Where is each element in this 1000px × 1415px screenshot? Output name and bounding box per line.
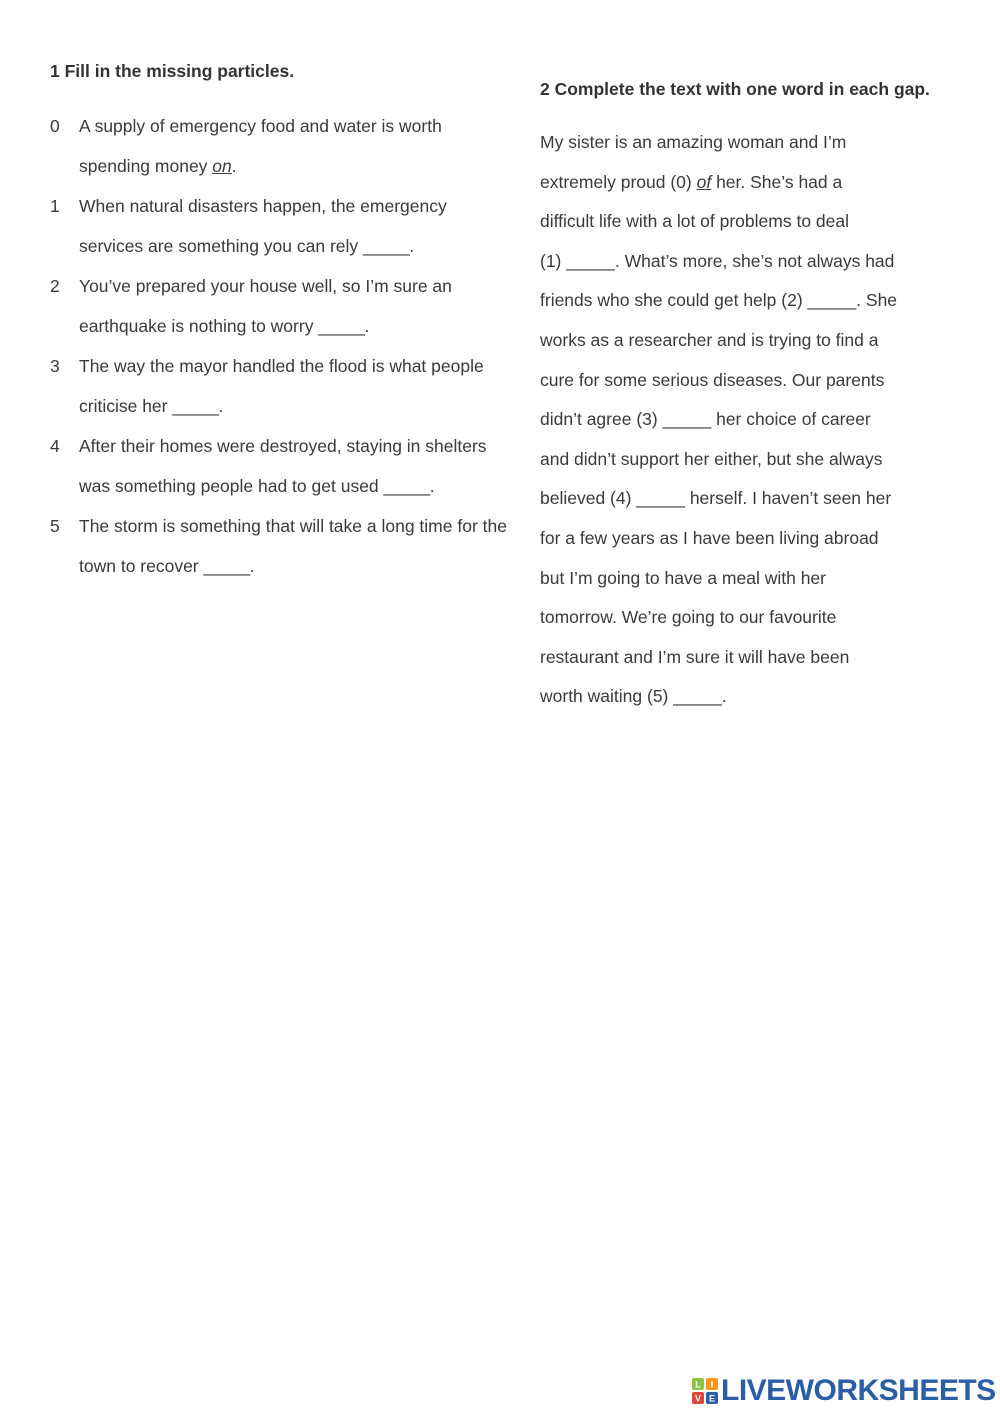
item-number: 4 [50, 436, 60, 456]
exercise-1-heading: 1 Fill in the missing particles. [50, 61, 295, 81]
exercise-2 [540, 76, 950, 717]
item-number: 2 [50, 276, 60, 296]
text-line: restaurant and I’m sure it will have been [540, 646, 850, 667]
item-number: 5 [50, 516, 60, 536]
text-line: extremely proud (0) of her. She’s had a [540, 171, 843, 192]
text-line: works as a researcher and is trying to find a [540, 329, 879, 350]
exercise-1-item-2 [50, 266, 510, 346]
answer-gap[interactable]: _____ [363, 236, 410, 256]
text-line: but I’m going to have a meal with her [540, 567, 826, 588]
text-line: worth waiting (5) _____. [540, 686, 727, 707]
svg-text:L: L [695, 1379, 701, 1390]
text-line: cure for some serious diseases. Our parents [540, 369, 885, 390]
text-line: friends who she could get help (2) _____. She [540, 290, 898, 311]
exercise-2-heading: 2 Complete the text with one word in each gap. [540, 79, 930, 99]
exercise-1-list [50, 106, 510, 586]
item-text: When natural disasters happen, the emergency services are something you can rely _____. [79, 196, 447, 256]
text-line: believed (4) _____ herself. I haven’t seen her [540, 488, 892, 509]
svg-text:V: V [694, 1393, 702, 1404]
exercise-1-item-0 [50, 106, 510, 186]
exercise-1-item-4 [50, 426, 510, 506]
answer-gap[interactable]: _____ [203, 556, 250, 576]
exercise-1-item-1 [50, 186, 510, 266]
svg-text:I: I [710, 1379, 714, 1390]
exercise-2-text [540, 123, 950, 717]
text-line: for a few years as I have been living abroad [540, 527, 879, 548]
example-answer: on [212, 156, 232, 176]
answer-gap[interactable]: _____ [383, 476, 430, 496]
exercise-1-item-3 [50, 346, 510, 426]
text-line: My sister is an amazing woman and I’m [540, 132, 847, 152]
text-line: tomorrow. We’re going to our favourite [540, 607, 837, 628]
exercise-1-item-5 [50, 506, 510, 586]
item-text: The way the mayor handled the flood is what people criticise her _____. [79, 356, 484, 416]
liveworksheets-logo-icon [692, 1378, 718, 1404]
item-number: 1 [50, 196, 60, 216]
text-line: (1) _____. What’s more, she’s not always had [540, 250, 895, 271]
liveworksheets-logo [692, 1374, 996, 1408]
item-text: The storm is something that will take a long time for the town to recover _____. [79, 516, 507, 576]
example-answer: of [696, 171, 712, 192]
logo-text: LIVEWORKSHEETS [721, 1374, 996, 1407]
item-text: A supply of emergency food and water is worth spending money on. [79, 116, 442, 176]
text-line: and didn’t support her either, but she always [540, 448, 883, 469]
item-text: After their homes were destroyed, staying in shelters was something people had to get used _____. [79, 436, 487, 496]
text-line: didn’t agree (3) _____ her choice of career [540, 409, 871, 430]
exercise-1 [50, 58, 510, 586]
item-text: You’ve prepared your house well, so I’m sure an earthquake is nothing to worry _____. [79, 276, 452, 336]
item-number: 0 [50, 116, 60, 136]
answer-gap[interactable]: _____ [318, 316, 365, 336]
item-number: 3 [50, 356, 60, 376]
text-line: difficult life with a lot of problems to deal [540, 211, 850, 232]
svg-text:E: E [708, 1393, 716, 1404]
answer-gap[interactable]: _____ [172, 396, 219, 416]
